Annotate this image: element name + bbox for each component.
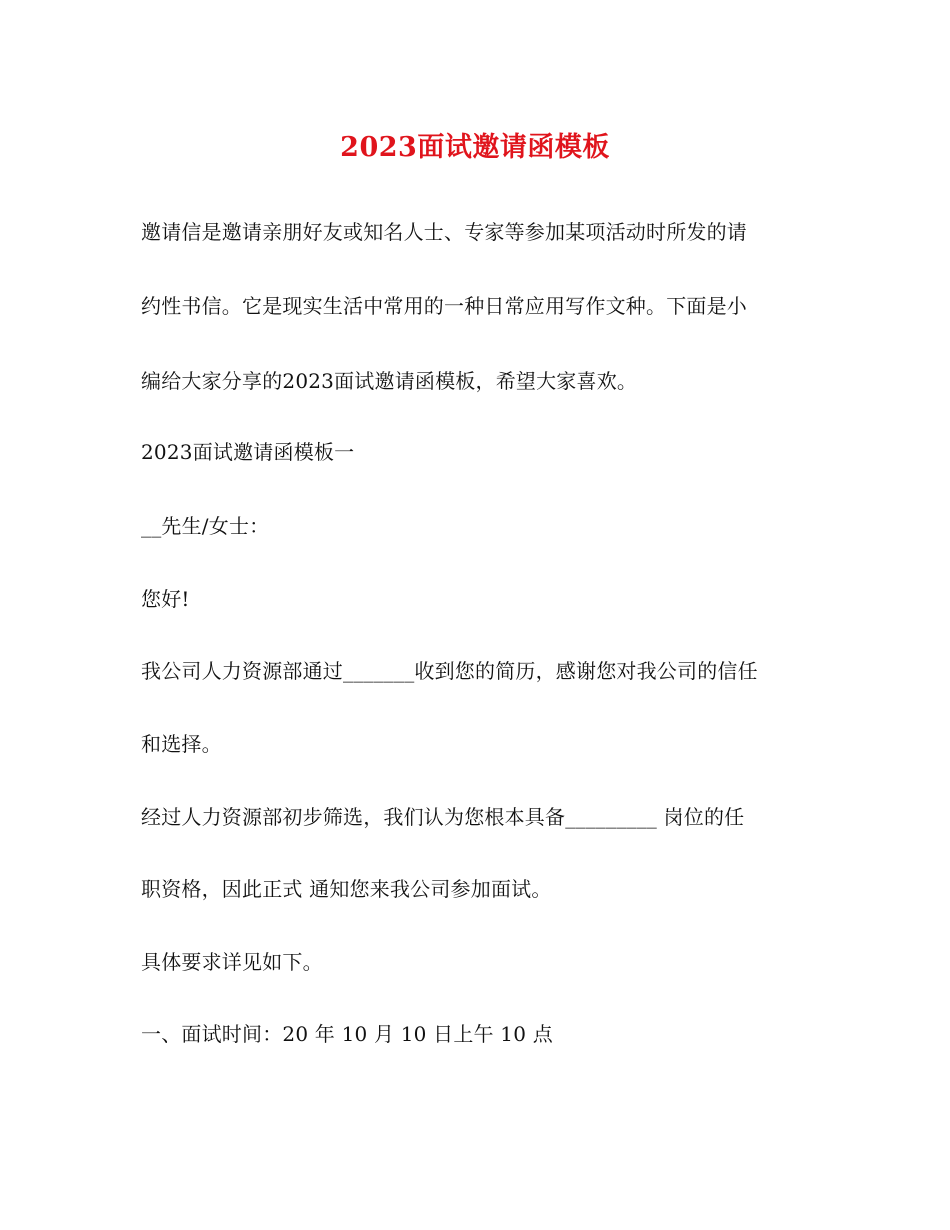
paragraph-line: 具体要求详见如下。: [141, 950, 323, 974]
section-heading: 2023面试邀请函模板一: [141, 440, 355, 464]
paragraph-line: 经过人力资源部初步筛选，我们认为您根本具备_________ 岗位的任: [141, 805, 745, 829]
document-title: 2023面试邀请函模板: [340, 132, 610, 163]
paragraph-line: 我公司人力资源部通过_______收到您的简历，感谢您对我公司的信任: [141, 659, 758, 683]
paragraph-line: 邀请信是邀请亲朋好友或知名人士、专家等参加某项活动时所发的请: [141, 220, 747, 244]
paragraph-line: 编给大家分享的2023面试邀请函模板，希望大家喜欢。: [141, 369, 638, 393]
salutation: __先生/女士：: [141, 514, 270, 538]
paragraph-line: 和选择。: [141, 732, 222, 756]
list-item: 一、面试时间：20 年 10 月 10 日上午 10 点: [141, 1022, 553, 1046]
greeting: 您好!: [141, 587, 190, 611]
paragraph-line: 职资格，因此正式 通知您来我公司参加面试。: [141, 877, 552, 901]
paragraph-line: 约性书信。它是现实生活中常用的一种日常应用写作文种。下面是小: [141, 294, 747, 318]
